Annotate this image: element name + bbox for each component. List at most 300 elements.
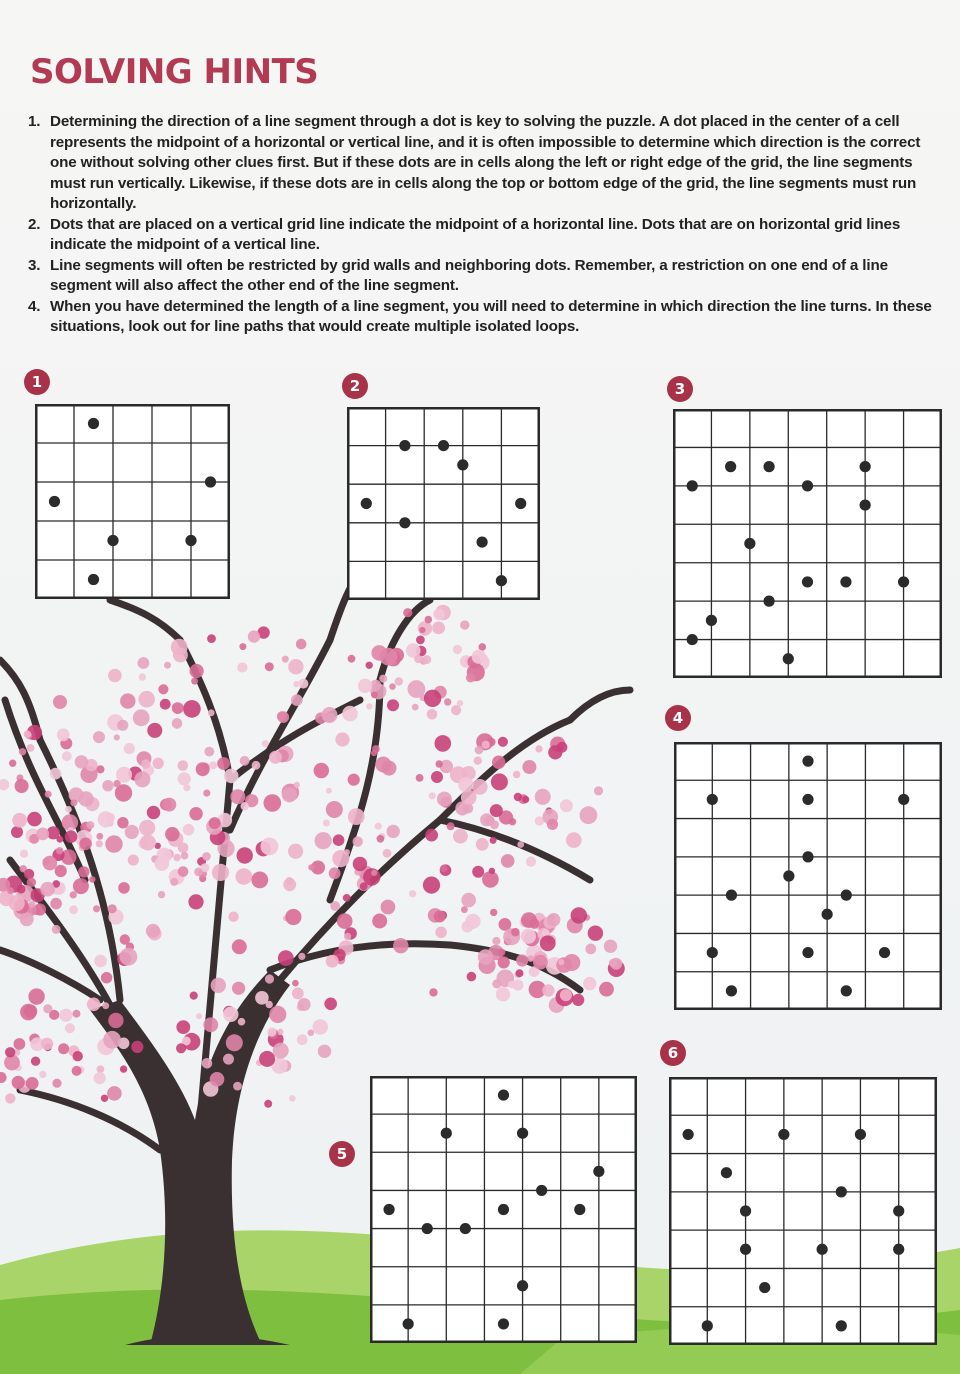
blossom xyxy=(323,820,330,827)
puzzle-dot xyxy=(893,1205,904,1216)
blossom xyxy=(70,799,77,806)
puzzle-dot xyxy=(361,498,372,509)
blossom xyxy=(436,760,443,767)
blossom xyxy=(264,1100,272,1108)
puzzle-dot xyxy=(457,459,468,470)
blossom xyxy=(224,769,239,784)
blossom xyxy=(172,702,184,714)
blossom xyxy=(94,955,107,968)
blossom xyxy=(165,827,179,841)
blossom xyxy=(513,771,521,779)
blossom xyxy=(101,972,112,983)
puzzle-grid-1[interactable] xyxy=(35,404,230,599)
blossom xyxy=(382,761,397,776)
blossom xyxy=(444,698,451,705)
blossom xyxy=(264,794,282,812)
puzzle-dot xyxy=(802,851,813,862)
blossom xyxy=(262,740,269,747)
blossom xyxy=(514,793,522,801)
blossom xyxy=(75,755,88,768)
puzzle-dot xyxy=(860,461,871,472)
blossom xyxy=(498,949,505,956)
blossom xyxy=(73,1010,81,1018)
blossom xyxy=(474,757,482,765)
puzzle-grid-4[interactable] xyxy=(674,742,942,1010)
blossom xyxy=(348,808,365,825)
blossom xyxy=(116,767,132,783)
hint-item xyxy=(28,256,946,297)
blossom xyxy=(108,669,122,683)
blossom xyxy=(432,622,445,635)
tree-branch xyxy=(20,1090,160,1150)
blossom xyxy=(542,984,554,996)
puzzle-grid-2[interactable] xyxy=(347,407,540,600)
blossom xyxy=(332,850,349,867)
blossom xyxy=(296,639,307,650)
blossom xyxy=(476,838,489,851)
blossom xyxy=(508,981,516,989)
blossom xyxy=(176,1043,186,1053)
blossom xyxy=(427,709,438,720)
blossom xyxy=(237,847,253,863)
puzzle-dot xyxy=(706,615,717,626)
blossom xyxy=(55,865,67,877)
blossom xyxy=(372,914,387,929)
blossom xyxy=(93,905,100,912)
blossom xyxy=(466,673,475,682)
blossom xyxy=(379,675,387,683)
blossom xyxy=(288,844,303,859)
blossom xyxy=(604,940,617,953)
hint-text: Dots that are placed on a vertical grid line indicate the midpoint of a horizontal line. Dots that are on horizontal grid lines indicate the midpoint of a vertical line. xyxy=(50,215,901,253)
blossom xyxy=(87,998,101,1012)
blossom xyxy=(236,868,253,885)
blossom xyxy=(20,850,28,858)
blossom xyxy=(50,768,62,780)
blossom xyxy=(594,786,603,795)
blossom xyxy=(223,1007,238,1022)
blossom xyxy=(509,818,516,825)
blossom xyxy=(52,925,61,934)
puzzle-dot xyxy=(88,418,99,429)
blossom xyxy=(269,751,282,764)
blossom xyxy=(164,662,171,669)
blossom xyxy=(43,858,50,865)
blossom xyxy=(59,1009,72,1022)
blossom xyxy=(176,1020,190,1034)
blossom xyxy=(105,835,122,852)
blossom xyxy=(190,664,204,678)
puzzle-grid-5[interactable] xyxy=(370,1076,637,1343)
blossom xyxy=(489,868,495,874)
blossom xyxy=(535,789,551,805)
blossom xyxy=(422,655,431,664)
blossom xyxy=(96,833,103,840)
blossom xyxy=(120,693,135,708)
puzzle-badge-1: 1 xyxy=(24,369,50,395)
blossom xyxy=(78,866,89,877)
blossom xyxy=(40,882,55,897)
blossom xyxy=(178,772,191,785)
blossom xyxy=(146,924,160,938)
blossom xyxy=(453,829,468,844)
puzzle-dot xyxy=(855,1129,866,1140)
blossom xyxy=(237,662,247,672)
blossom xyxy=(522,796,529,803)
blossom xyxy=(308,864,314,870)
blossom xyxy=(434,911,446,923)
blossom xyxy=(440,865,447,872)
blossom xyxy=(498,737,508,747)
blossom xyxy=(209,761,217,769)
blossom xyxy=(285,909,301,925)
blossom xyxy=(28,901,35,908)
blossom xyxy=(409,890,416,897)
blossom xyxy=(412,704,419,711)
blossom xyxy=(190,992,198,1000)
blossom xyxy=(315,832,332,849)
blossom xyxy=(56,847,63,854)
blossom xyxy=(326,801,343,818)
blossom xyxy=(387,825,400,838)
hint-number: 4. xyxy=(28,297,41,315)
puzzle-dot xyxy=(399,517,410,528)
blossom xyxy=(27,878,36,887)
blossom xyxy=(329,867,341,879)
blossom xyxy=(416,636,425,645)
blossom xyxy=(124,743,135,754)
blossom xyxy=(571,907,587,923)
blossom xyxy=(70,891,77,898)
puzzle-dot xyxy=(841,985,852,996)
blossom xyxy=(535,745,542,752)
blossom xyxy=(414,655,422,663)
blossom xyxy=(240,756,250,766)
puzzle-dot xyxy=(205,476,216,487)
blossom xyxy=(371,870,377,876)
puzzle-badge-3: 3 xyxy=(667,376,693,402)
blossom xyxy=(12,813,27,828)
blossom xyxy=(480,813,493,826)
puzzle-dot xyxy=(477,537,488,548)
blossom xyxy=(158,684,168,694)
tree-branch xyxy=(110,600,180,640)
blossom xyxy=(228,912,238,922)
blossom xyxy=(89,876,95,882)
page-title: SOLVING HINTS xyxy=(30,52,319,92)
blossom xyxy=(36,828,49,841)
blossom xyxy=(447,822,455,830)
blossom xyxy=(267,1027,276,1036)
blossom xyxy=(288,659,303,674)
blossom xyxy=(251,872,268,889)
blossom xyxy=(353,836,363,846)
blossom xyxy=(98,811,114,827)
blossom xyxy=(26,1077,39,1090)
grid-border xyxy=(675,743,941,1009)
blossom xyxy=(65,1023,75,1033)
blossom xyxy=(560,989,572,1001)
puzzle-badge-4: 4 xyxy=(665,705,691,731)
blossom xyxy=(9,760,16,767)
blossom xyxy=(97,1065,105,1073)
puzzle-dot xyxy=(740,1244,751,1255)
blossom xyxy=(381,900,396,915)
blossom xyxy=(118,882,130,894)
puzzle-dot xyxy=(683,1129,694,1140)
blossom xyxy=(496,987,510,1001)
blossom xyxy=(547,913,560,926)
blossom xyxy=(183,700,201,718)
blossom xyxy=(96,765,104,773)
blossom xyxy=(203,790,210,797)
blossom xyxy=(125,825,139,839)
blossom xyxy=(291,694,303,706)
puzzle-dot xyxy=(517,1280,528,1291)
blossom xyxy=(335,732,349,746)
blossom xyxy=(344,933,351,940)
blossom xyxy=(233,1082,242,1091)
blossom xyxy=(69,905,78,914)
blossom xyxy=(273,1043,289,1059)
blossom xyxy=(433,609,445,621)
puzzle-dot xyxy=(185,535,196,546)
blossom xyxy=(269,1006,286,1023)
blossom xyxy=(173,648,188,663)
blossom xyxy=(94,1072,106,1084)
blossom xyxy=(326,955,339,968)
blossom xyxy=(358,679,372,693)
blossom xyxy=(31,1057,40,1066)
blossom xyxy=(457,700,464,707)
blossom xyxy=(435,927,447,939)
blossom xyxy=(461,790,477,806)
blossom xyxy=(57,728,70,741)
blossom xyxy=(119,948,137,966)
blossom xyxy=(277,711,287,721)
blossom xyxy=(389,683,396,690)
blossom xyxy=(387,699,399,711)
puzzle-dot xyxy=(107,535,118,546)
puzzle-dot xyxy=(460,1223,471,1234)
blossom xyxy=(429,988,437,996)
blossom xyxy=(27,812,42,827)
blossom xyxy=(610,958,622,970)
blossom xyxy=(516,954,528,966)
puzzle-dot xyxy=(802,480,813,491)
blossom xyxy=(465,914,480,929)
blossom xyxy=(209,817,221,829)
blossom xyxy=(140,835,156,851)
puzzle-dot xyxy=(759,1282,770,1293)
blossom xyxy=(19,748,26,755)
blossom xyxy=(423,877,440,894)
blossom xyxy=(453,645,462,654)
blossom xyxy=(416,774,424,782)
puzzle-dot xyxy=(822,909,833,920)
hint-number: 3. xyxy=(28,256,41,274)
puzzle-dot xyxy=(802,794,813,805)
blossom xyxy=(366,662,373,669)
blossom xyxy=(322,707,338,723)
puzzle-dot xyxy=(836,1186,847,1197)
blossom xyxy=(348,774,360,786)
blossom xyxy=(482,741,490,749)
puzzle-dot xyxy=(498,1318,509,1329)
blossom xyxy=(173,854,181,862)
puzzle-dot xyxy=(438,440,449,451)
blossom xyxy=(131,1041,143,1053)
puzzle-dot xyxy=(726,985,737,996)
blossom xyxy=(0,1072,7,1083)
blossom xyxy=(285,877,293,885)
blossom xyxy=(196,762,210,776)
blossom xyxy=(43,1004,52,1013)
blossom xyxy=(239,643,246,650)
blossom xyxy=(353,857,367,871)
blossom xyxy=(9,895,25,911)
blossom xyxy=(461,893,476,908)
blossom xyxy=(342,706,358,722)
blossom xyxy=(511,928,520,937)
puzzle-dot xyxy=(399,440,410,451)
blossom xyxy=(324,998,337,1011)
blossom xyxy=(408,680,426,698)
blossom xyxy=(41,1038,53,1050)
blossom xyxy=(478,949,493,964)
blossom xyxy=(312,1019,328,1035)
hint-item xyxy=(28,215,946,256)
puzzle-dot xyxy=(496,575,507,586)
blossom xyxy=(65,806,72,813)
blossom xyxy=(12,1076,25,1089)
blossom xyxy=(298,953,305,960)
blossom xyxy=(24,1005,37,1018)
blossom xyxy=(490,909,497,916)
hint-number: 2. xyxy=(28,215,41,233)
blossom xyxy=(96,840,103,847)
hint-item xyxy=(28,297,946,338)
puzzle-dot xyxy=(783,870,794,881)
puzzle-dot xyxy=(802,576,813,587)
blossom xyxy=(93,731,105,743)
puzzle-dot xyxy=(721,1167,732,1178)
tree-branch xyxy=(440,820,590,880)
blossom xyxy=(24,869,34,879)
blossom xyxy=(194,868,203,877)
blossom xyxy=(560,799,573,812)
puzzle-dot xyxy=(725,461,736,472)
blossom xyxy=(20,912,34,926)
puzzle-dot xyxy=(422,1223,433,1234)
blossom xyxy=(86,821,94,829)
blossom xyxy=(492,937,500,945)
blossom xyxy=(103,1031,121,1049)
puzzle-dot xyxy=(817,1244,828,1255)
blossom xyxy=(490,837,497,844)
blossom xyxy=(540,935,556,951)
blossom xyxy=(580,806,598,824)
blossom xyxy=(380,648,398,666)
blossom xyxy=(241,802,249,810)
blossom xyxy=(265,974,274,983)
puzzle-dot xyxy=(707,794,718,805)
blossom xyxy=(516,969,524,977)
blossom xyxy=(282,787,297,802)
puzzle-dot xyxy=(898,576,909,587)
puzzle-dot xyxy=(441,1128,452,1139)
blossom xyxy=(425,616,433,624)
blossom xyxy=(479,643,487,651)
puzzle-dot xyxy=(687,634,698,645)
blossom xyxy=(566,832,582,848)
puzzle-dot xyxy=(802,756,813,767)
blossom xyxy=(318,1045,331,1058)
blossom xyxy=(265,662,274,671)
blossom xyxy=(45,791,52,798)
blossom xyxy=(282,656,289,663)
blossom xyxy=(501,854,515,868)
hint-text: Determining the direction of a line segment through a dot is key to solving the puzzle. A dot placed in the center of a cell represents the midpoint of a horizontal or vertical line, and it is often impossible to determine which direction is the correct one without solving other clues first. But if these dots are in cells along the left or right edge of the grid, the line segments must run vertically. Likewise, if these dots are in cells along the top or bottom edge of the grid, the line segments must run horizontally. xyxy=(50,113,921,212)
blossom xyxy=(11,826,23,838)
blossom xyxy=(333,834,345,846)
blossom xyxy=(212,864,229,881)
tree-branch xyxy=(570,690,630,720)
blossom xyxy=(181,852,189,860)
blossom xyxy=(147,806,160,819)
blossom xyxy=(259,1051,275,1067)
blossom xyxy=(238,1018,246,1026)
blossom xyxy=(533,955,548,970)
blossom xyxy=(393,938,408,953)
blossom xyxy=(460,620,469,629)
puzzle-grid-3[interactable] xyxy=(673,409,942,678)
puzzle-dot xyxy=(498,1204,509,1215)
blossom xyxy=(107,1086,122,1101)
blossom xyxy=(372,745,380,753)
blossom xyxy=(147,723,162,738)
blossom xyxy=(138,657,150,669)
blossom xyxy=(114,734,120,740)
blossom xyxy=(252,761,261,770)
blossom xyxy=(14,1038,26,1050)
blossom xyxy=(366,703,372,709)
blossom xyxy=(191,678,198,685)
blossom xyxy=(521,929,536,944)
blossom xyxy=(431,771,443,783)
blossom xyxy=(266,1001,273,1008)
blossom xyxy=(292,988,304,1000)
blossom xyxy=(289,1095,296,1102)
blossom xyxy=(79,838,92,851)
puzzle-dot xyxy=(802,947,813,958)
puzzle-grid-6[interactable] xyxy=(669,1077,937,1345)
blossom xyxy=(202,852,211,861)
blossom xyxy=(210,1072,225,1087)
blossom xyxy=(348,655,356,663)
puzzle-dot xyxy=(593,1166,604,1177)
blossom xyxy=(475,746,484,755)
blossom xyxy=(203,1017,218,1032)
blossom xyxy=(138,691,155,708)
blossom xyxy=(451,705,461,715)
blossom xyxy=(139,820,155,836)
blossom xyxy=(375,823,382,830)
blossom xyxy=(424,690,441,707)
blossom xyxy=(73,878,89,894)
blossom xyxy=(556,957,572,973)
blossom xyxy=(28,988,44,1004)
